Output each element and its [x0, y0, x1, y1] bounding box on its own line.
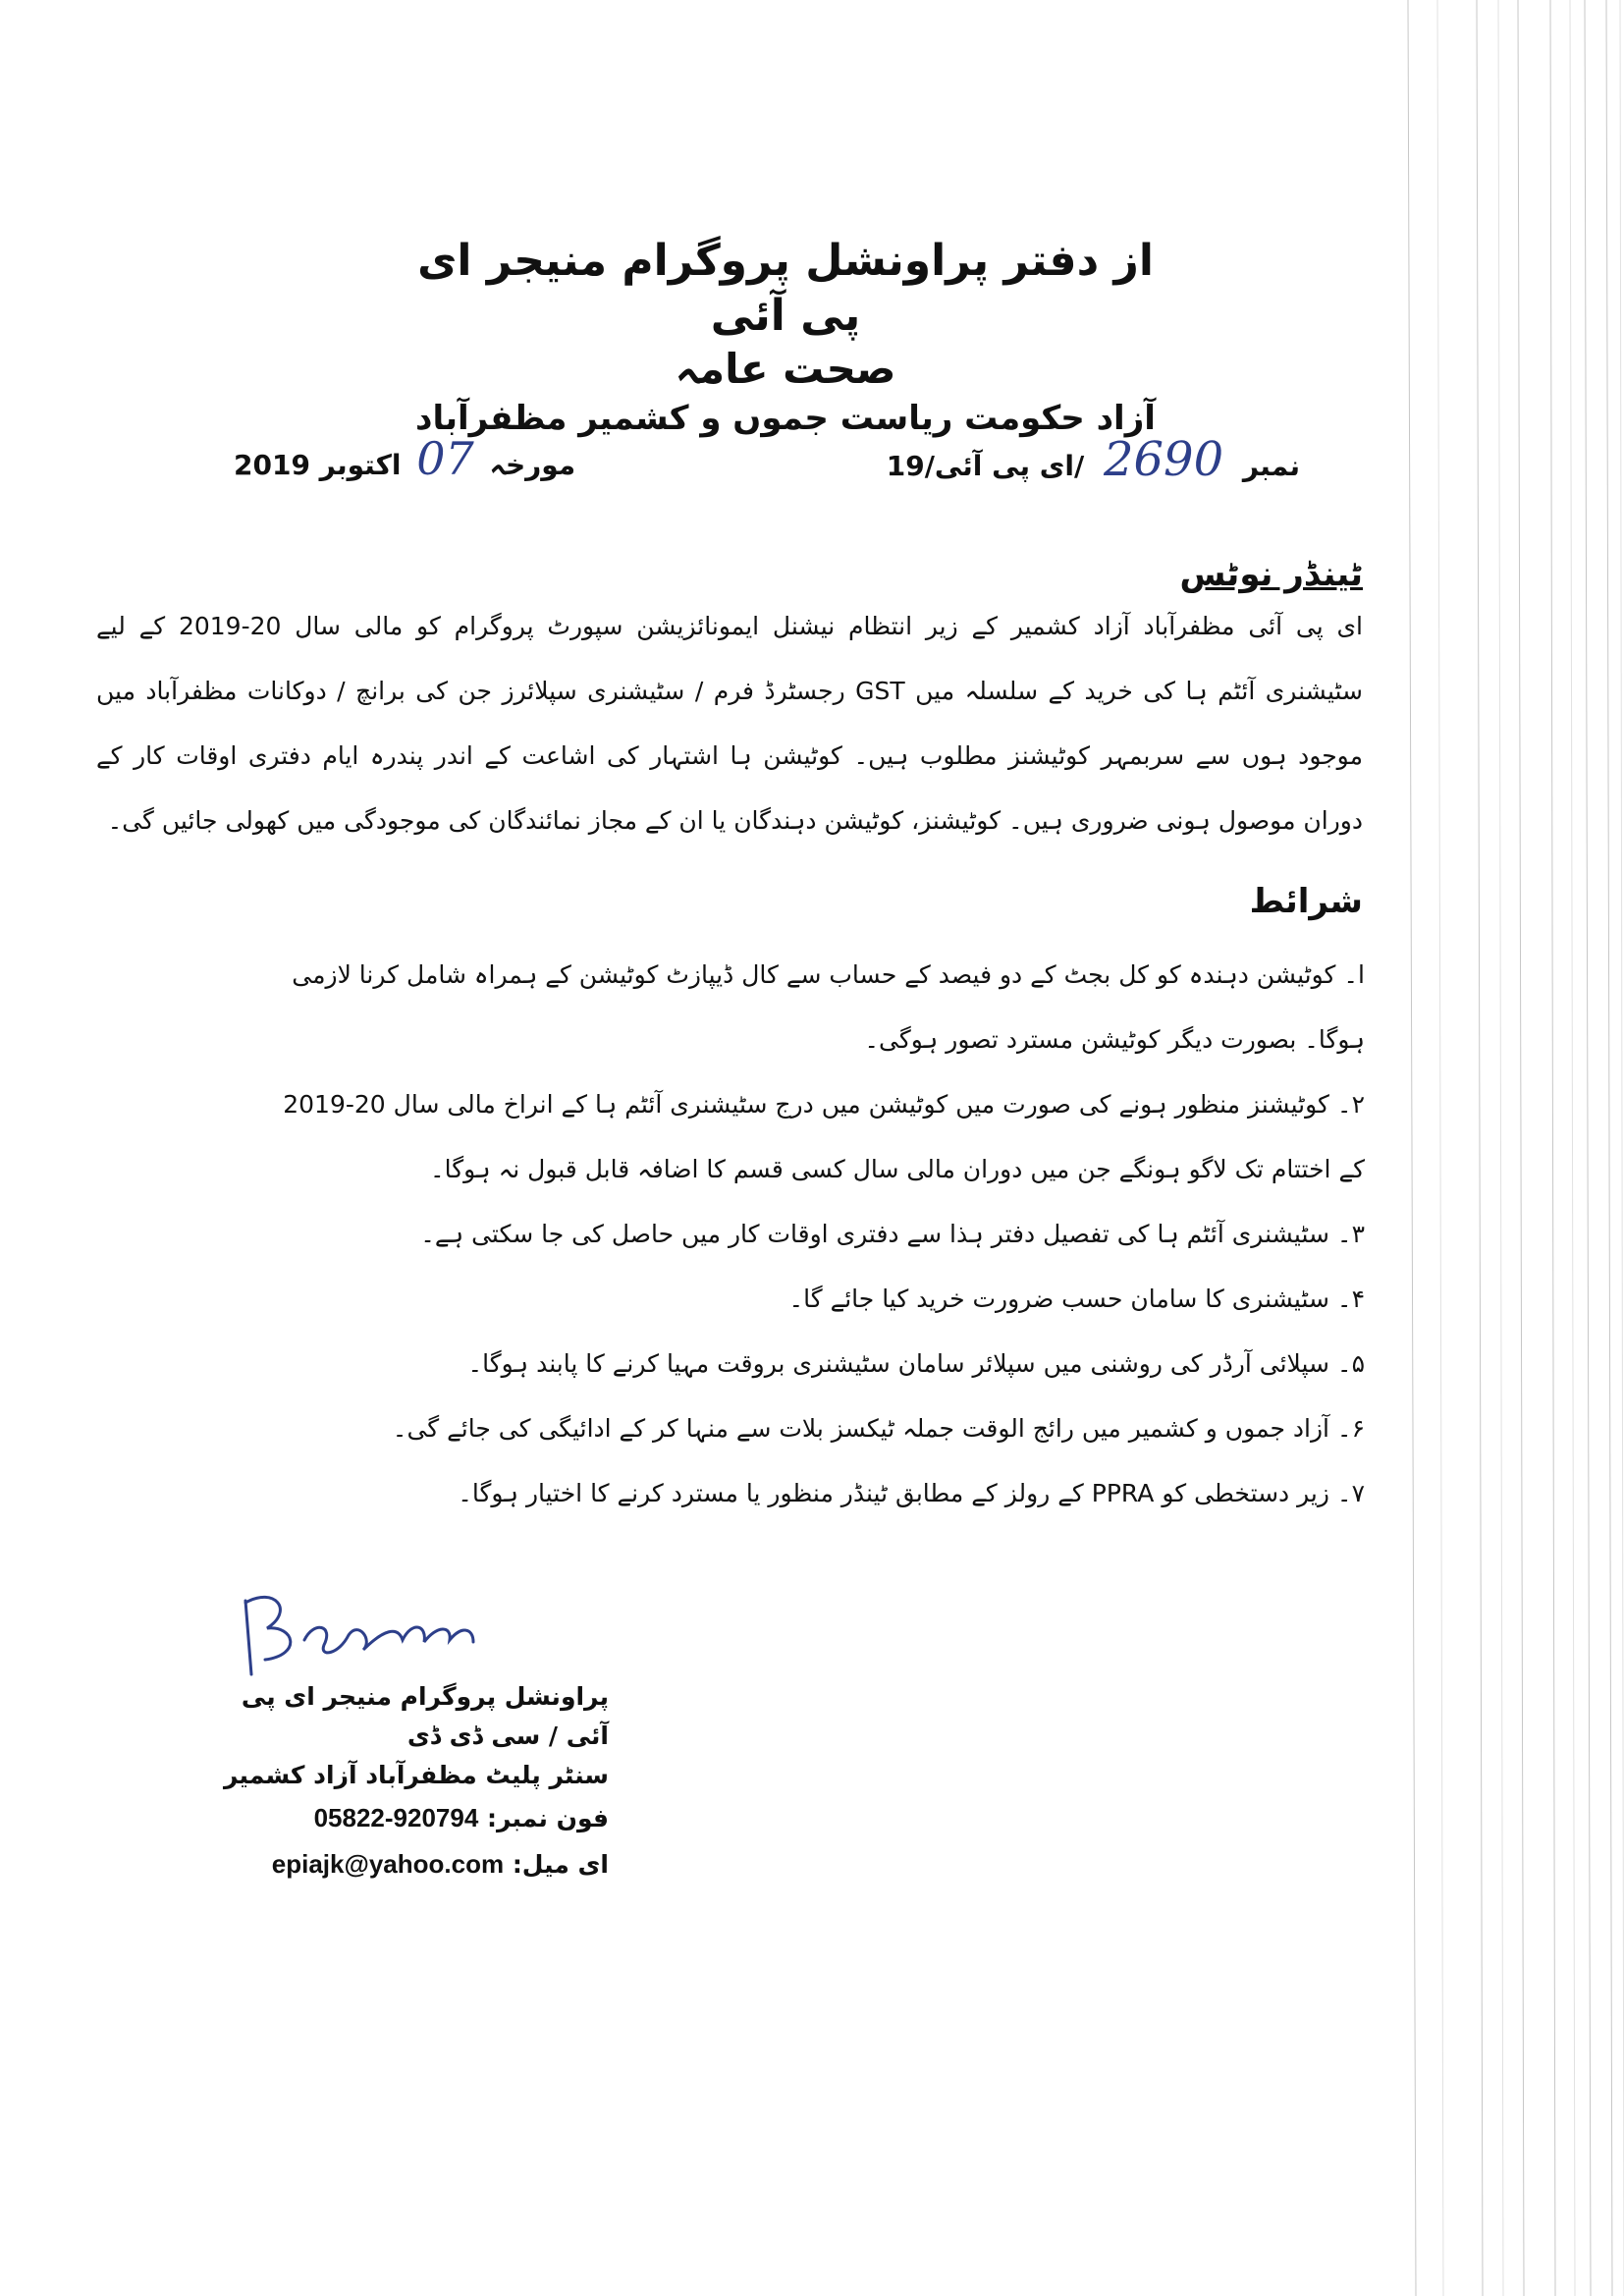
- reference-date-label: مورخہ: [489, 449, 576, 481]
- letterhead-department: صحت عامہ: [675, 345, 896, 393]
- tender-notice-body: ای پی آئی مظفرآباد آزاد کشمیر کے زیر انتظام نیشنل ایمونائزیشن سپورٹ پروگرام کو مالی سال 20-2019 کے لیے سٹیشنری آئٹم ہا کی خرید کے سلسلہ میں GST رجسٹرڈ فرم / سٹیشنری سپلائرز جن کی برانچ / دوکانات مظفرآباد میں موجود ہوں سے سربمہر کوٹیشنز مطلوب ہیں۔ کوٹیشن ہا اشتہار کی اشاعت کے اندر پندرہ ایام دفتری اوقات کار کے دوران موصول ہونی ضروری ہیں۔ کوٹیشنز، کوٹیشن دہندگان یا ان کے مجاز نمائندگان کی موجودگی میں کھولی جائیں گی۔: [96, 612, 1363, 835]
- email-label: ای میل:: [512, 1850, 609, 1879]
- letterhead-office-title: از دفتر پراونشل پروگرام منیجر ای پی آئی: [417, 236, 1154, 341]
- letterhead-government: آزاد حکومت ریاست جموں و کشمیر مظفرآباد: [415, 399, 1156, 438]
- tender-notice-title: ٹینڈر نوٹس: [1179, 555, 1363, 594]
- condition-item: ۵۔ سپلائی آرڈر کی روشنی میں سپلائر سامان سٹیشنری بروقت مہیا کرنے کا پابند ہوگا۔: [467, 1349, 1365, 1378]
- reference-number-label: نمبر: [1242, 450, 1300, 482]
- reference-number-handwritten: 2690: [1103, 432, 1224, 487]
- condition-item: ۴۔ سٹیشنری کا سامان حسب ضرورت خرید کیا جائے گا۔: [788, 1285, 1365, 1313]
- letterhead: [393, 234, 1178, 442]
- signatory-title: پراونشل پروگرام منیجر ای پی آئی / سی ڈی ڈی: [241, 1682, 609, 1750]
- phone-value: 05822-920794: [313, 1803, 479, 1832]
- reference-row: [0, 422, 1624, 491]
- signatory-email: [196, 1841, 609, 1887]
- handwritten-signature: [216, 1581, 511, 1689]
- reference-date-suffix: اکتوبر 2019: [234, 449, 402, 481]
- conditions-title: شرائط: [1249, 882, 1363, 921]
- condition-item: ۶۔ آزاد جموں و کشمیر میں رائج الوقت جملہ ٹیکسز بلات سے منہا کر کے ادائیگی کی جائے گی۔: [392, 1414, 1365, 1443]
- signatory-address: سنٹر پلیٹ مظفرآباد آزاد کشمیر: [223, 1761, 609, 1789]
- reference-date-handwritten: 07: [416, 432, 474, 485]
- conditions-list: [265, 943, 1365, 1526]
- signatory-phone: [196, 1795, 609, 1841]
- reference-date: [234, 432, 575, 485]
- reference-number-suffix: /ای پی آئی/19: [886, 450, 1085, 482]
- condition-item: ۳۔ سٹیشنری آئٹم ہا کی تفصیل دفتر ہذا سے دفتری اوقات کار میں حاصل کی جا سکتی ہے۔: [420, 1220, 1365, 1248]
- email-value: epiajk@yahoo.com: [271, 1849, 505, 1879]
- condition-item: ا۔ کوٹیشن دہندہ کو کل بجٹ کے دو فیصد کے حساب سے کال ڈیپازٹ کوٹیشن کے ہمراہ شامل کرنا لازمی ہوگا۔ بصورت دیگر کوٹیشن مسترد تصور ہوگی۔: [292, 960, 1365, 1054]
- condition-item: ۲۔ کوٹیشنز منظور ہونے کی صورت میں کوٹیشن میں درج سٹیشنری آئٹم ہا کے انراخ مالی سال 20-2019 کے اختتام تک لاگو ہونگے جن میں دوران مالی سال کسی قسم کا اضافہ قابل قبول نہ ہوگا۔: [283, 1090, 1365, 1183]
- condition-item: ۷۔ زیر دستخطی کو PPRA کے رولز کے مطابق ٹینڈر منظور یا مسترد کرنے کا اختیار ہوگا۔: [458, 1479, 1365, 1507]
- reference-number: [887, 432, 1300, 487]
- phone-label: فون نمبر:: [487, 1804, 609, 1832]
- signatory-details: [196, 1677, 609, 1887]
